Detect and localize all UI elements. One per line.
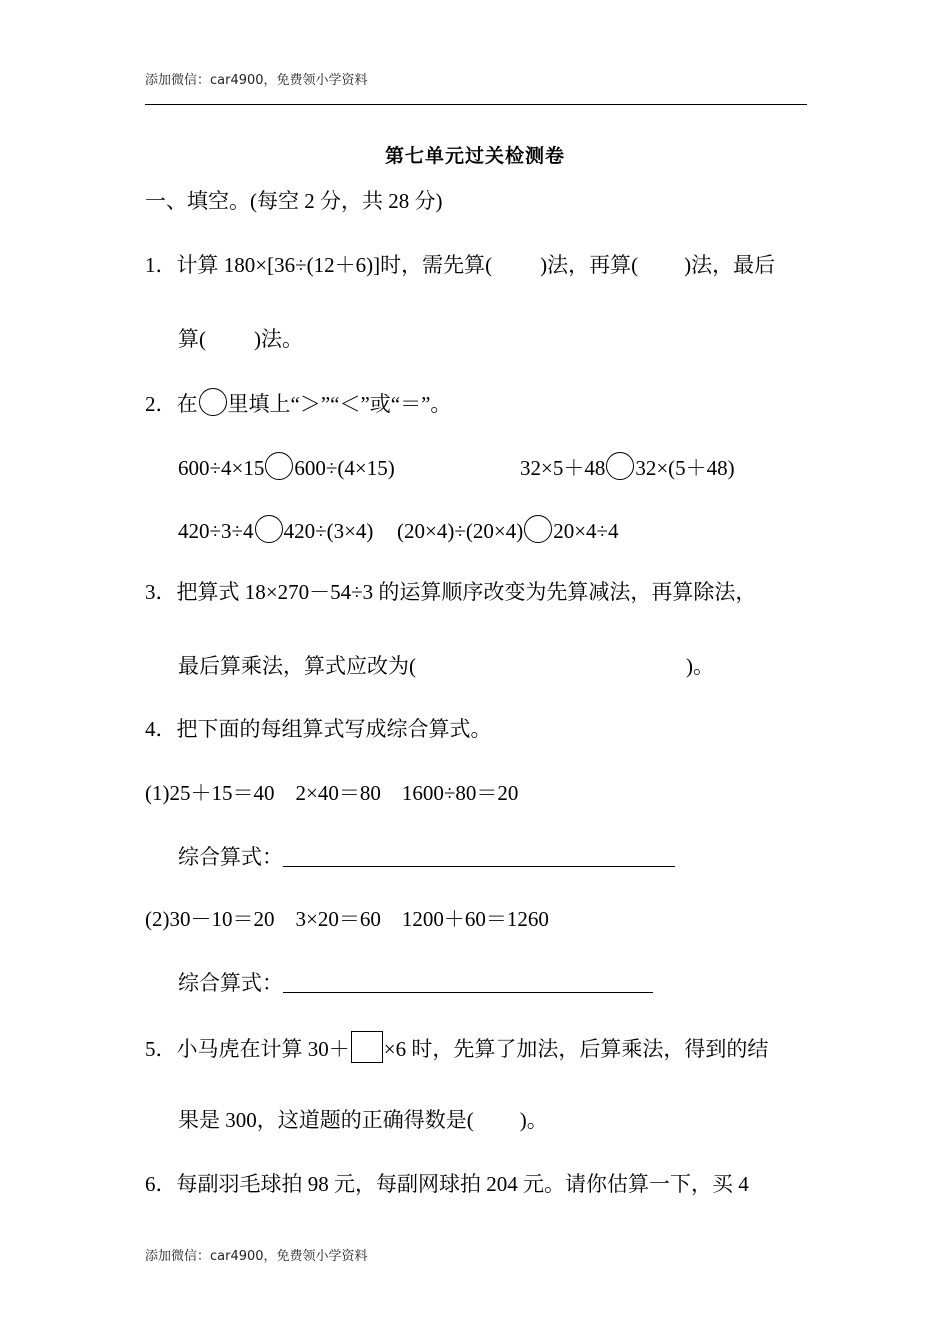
answer-line-2[interactable] — [283, 972, 653, 993]
q4-part-1-answer — [178, 844, 675, 870]
question-5-line-2 — [178, 1107, 548, 1133]
q1-text-a: 1．计算 180×[36÷(12＋6)]时，需先算( — [145, 253, 493, 277]
q4-answer-label-1: 综合算式： — [178, 845, 283, 869]
q2-e4-right: 20×4÷4 — [553, 519, 619, 543]
question-5-line-1 — [145, 1031, 768, 1063]
question-2-intro — [145, 388, 451, 417]
q1-text-c: )法，最后 — [684, 253, 776, 277]
q5-text-c: 果是 300，这道题的正确得数是( — [178, 1108, 474, 1132]
q2-text-b: 里填上“＞”“＜”或“＝”。 — [227, 392, 452, 416]
q2-expression-1 — [178, 452, 395, 481]
q2-e3-right: 420÷(3×4) — [283, 519, 374, 543]
q2-e1-left: 600÷4×15 — [178, 456, 265, 480]
q5-text-d: )。 — [519, 1108, 548, 1132]
answer-line-1[interactable] — [283, 846, 675, 867]
compare-circle-2[interactable] — [606, 452, 634, 480]
q2-expression-2 — [520, 452, 735, 481]
q4-part-2-answer — [178, 970, 653, 996]
q5-text-b: ×6 时，先算了加法，后算乘法，得到的结 — [383, 1037, 769, 1061]
q3-text-b: )。 — [686, 654, 714, 678]
page-title: 第七单元过关检测卷 — [384, 145, 565, 167]
q2-text-a: 2．在 — [145, 392, 198, 416]
q5-text-a: 5．小马虎在计算 30＋ — [145, 1037, 350, 1061]
circle-icon — [199, 388, 227, 416]
q2-e1-right: 600÷(4×15) — [294, 456, 395, 480]
section-heading: 一、填空。(每空 2 分，共 28 分) — [145, 189, 443, 213]
compare-circle-3[interactable] — [255, 515, 283, 543]
q2-e3-left: 420÷3÷4 — [178, 519, 254, 543]
compare-circle-4[interactable] — [524, 515, 552, 543]
question-4-intro: 4．把下面的每组算式写成综合算式。 — [145, 717, 492, 741]
page-footer: 添加微信：car4900，免费领小学资料 — [145, 1249, 368, 1264]
q1-text-b: )法，再算( — [540, 253, 639, 277]
q2-e4-left: (20×4)÷(20×4) — [397, 519, 524, 543]
q2-expression-3 — [178, 515, 373, 544]
q2-e2-right: 32×(5＋48) — [635, 456, 735, 480]
page-header: 添加微信：car4900，免费领小学资料 — [145, 73, 368, 88]
question-1-line-1 — [145, 252, 775, 278]
question-1-line-2 — [178, 326, 303, 352]
q1-text-d: 算( — [178, 327, 206, 351]
header-divider — [145, 104, 807, 105]
question-3-line-1: 3．把算式 18×270－54÷3 的运算顺序改变为先算减法，再算除法， — [145, 580, 757, 604]
q4-answer-label-2: 综合算式： — [178, 971, 283, 995]
q1-text-e: )法。 — [254, 327, 303, 351]
q4-part-2: (2)30－10＝20 3×20＝60 1200＋60＝1260 — [145, 907, 549, 931]
compare-circle-1[interactable] — [265, 452, 293, 480]
q3-text-a: 最后算乘法，算式应改为( — [178, 654, 416, 678]
answer-box[interactable] — [351, 1031, 383, 1063]
question-3-line-2 — [178, 653, 714, 679]
q2-expression-4 — [397, 515, 619, 544]
question-6-line-1: 6．每副羽毛球拍 98 元，每副网球拍 204 元。请你估算一下，买 4 — [145, 1172, 749, 1196]
q4-part-1: (1)25＋15＝40 2×40＝80 1600÷80＝20 — [145, 781, 519, 805]
q2-e2-left: 32×5＋48 — [520, 456, 606, 480]
